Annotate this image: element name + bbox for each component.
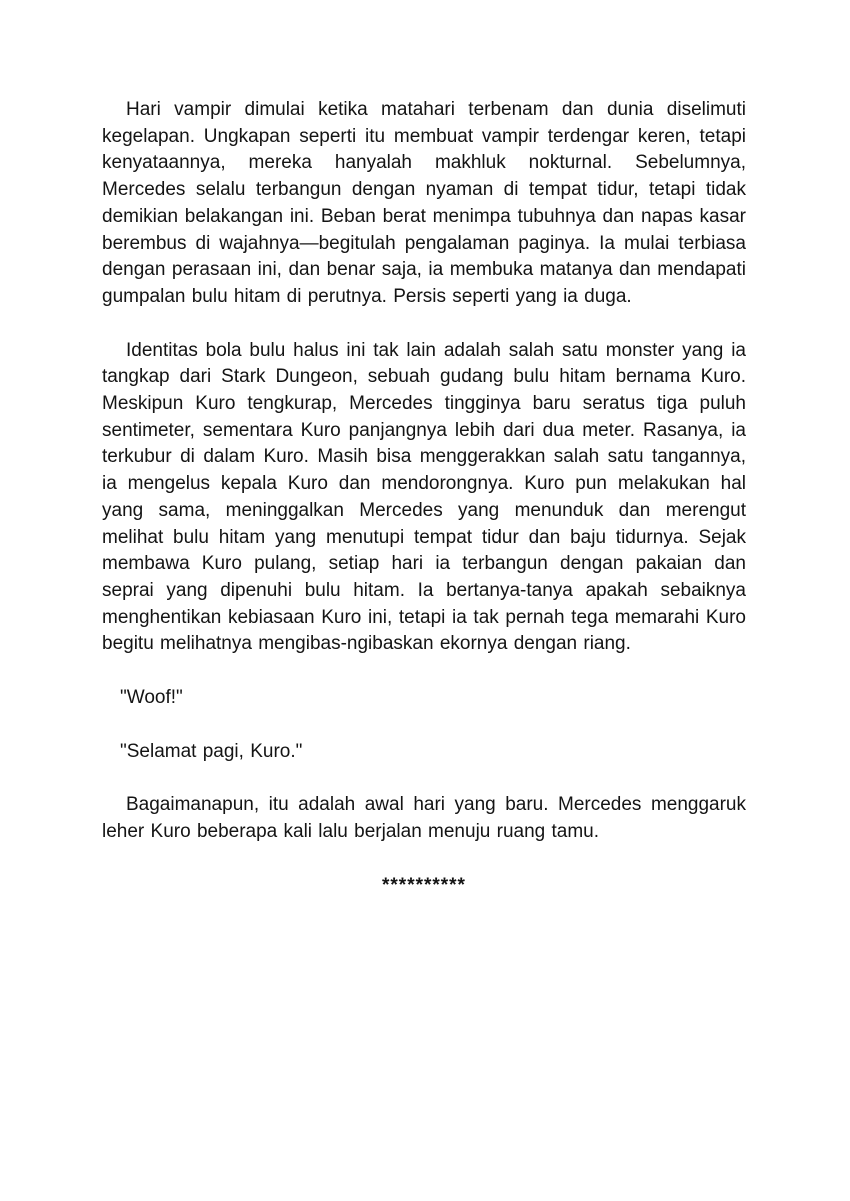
- dialogue-line-1: "Woof!": [120, 687, 183, 709]
- story-paragraph-1: Hari vampir dimulai ketika matahari terbenam dan dunia diselimuti kegelapan. Ungkapan seperti itu membuat vampir terdengar keren, tetapi kenyataannya, mereka hanyalah makhluk nokturnal. Sebelumnya, Mercedes selalu terbangun dengan nyaman di tempat tidur, tetapi tidak demikian belakangan ini. Beban berat menimpa tubuhnya dan napas kasar berembus di wajahnya—begitulah pengalaman paginya. Ia mulai terbiasa dengan perasaan ini, dan benar saja, ia membuka matanya dan mendapati gumpalan bulu hitam di perutnya. Persis seperti yang ia duga.: [102, 99, 746, 307]
- dialogue-line-2: "Selamat pagi, Kuro.": [120, 740, 303, 762]
- story-paragraph-3: Bagaimanapun, itu adalah awal hari yang baru. Mercedes menggaruk leher Kuro beberapa kali lalu berjalan menuju ruang tamu.: [102, 794, 746, 843]
- story-paragraph-2: Identitas bola bulu halus ini tak lain adalah salah satu monster yang ia tangkap dari Stark Dungeon, sebuah gudang bulu hitam bernama Kuro. Meskipun Kuro tengkurap, Mercedes tingginya baru seratus tiga puluh sentimeter, sementara Kuro panjangnya lebih dari dua meter. Rasanya, ia terkubur di dalam Kuro. Masih bisa menggerakkan salah satu tangannya, ia mengelus kepala Kuro dan mendorongnya. Kuro pun melakukan hal yang sama, meninggalkan Mercedes yang menunduk dan merengut melihat bulu hitam yang menutupi tempat tidur dan baju tidurnya. Sejak membawa Kuro pulang, setiap hari ia terbangun dengan pakaian dan seprai yang dipenuhi bulu hitam. Ia bertanya-tanya apakah sebaiknya menghentikan kebiasaan Kuro ini, tetapi ia tak pernah tega memarahi Kuro begitu melihatnya mengibas-ngibaskan ekornya dengan riang.: [102, 339, 746, 655]
- scene-separator: **********: [382, 874, 466, 896]
